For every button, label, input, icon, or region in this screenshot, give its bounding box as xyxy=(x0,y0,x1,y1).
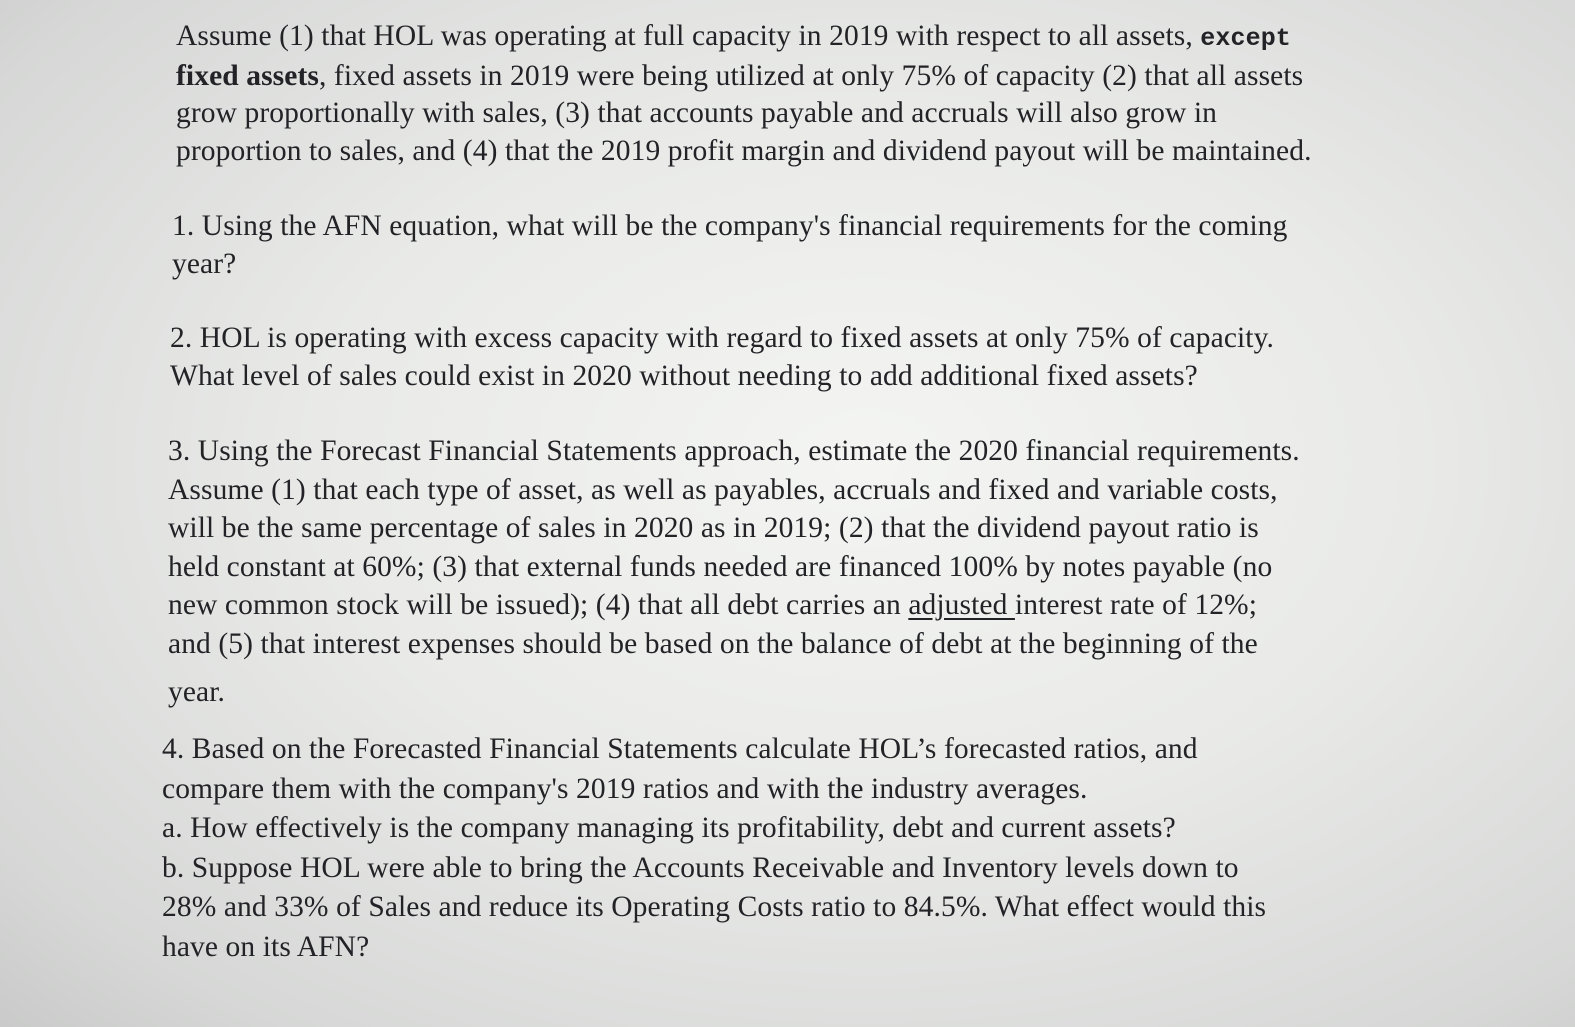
intro-line-1: Assume (1) that HOL was operating at full capacity in 2019 with respect to all assets, except xyxy=(176,20,1291,53)
question-4a: a. How effectively is the company managing its profitability, debt and current assets? xyxy=(162,812,1176,844)
intro-line-2: fixed assets, fixed assets in 2019 were being utilized at only 75% of capacity (2) that all assets xyxy=(176,59,1304,92)
intro-paragraph xyxy=(176,18,1312,170)
question-3-line-3: will be the same percentage of sales in 2020 as in 2019; (2) that the dividend payout ratio is xyxy=(168,512,1259,544)
question-1 xyxy=(172,208,1288,283)
intro-line-4: proportion to sales, and (4) that the 2019 profit margin and dividend payout will be maintained. xyxy=(176,134,1312,167)
question-4b-line-2: 28% and 33% of Sales and reduce its Operating Costs ratio to 84.5%. What effect would this xyxy=(162,891,1267,923)
question-1-line-1: 1. Using the AFN equation, what will be the company's financial requirements for the coming xyxy=(172,210,1288,242)
question-3-line-5: new common stock will be issued); (4) that all debt carries an adjusted interest rate of 12%; xyxy=(168,589,1258,621)
underlined-adjusted: adjusted xyxy=(908,589,1015,621)
question-3-line-1: 3. Using the Forecast Financial Statements approach, estimate the 2020 financial requirements. xyxy=(168,435,1300,467)
question-4-line-2: compare them with the company's 2019 ratios and with the industry averages. xyxy=(162,772,1088,805)
question-2-line-2: What level of sales could exist in 2020 without needing to add additional fixed assets? xyxy=(170,359,1198,392)
question-4b-line-3: have on its AFN? xyxy=(162,930,370,963)
question-3-line-2: Assume (1) that each type of asset, as well as payables, accruals and fixed and variable costs, xyxy=(168,473,1278,506)
question-4-line-1: 4. Based on the Forecasted Financial Statements calculate HOL’s forecasted ratios, and xyxy=(162,733,1198,765)
emphasis-except: except xyxy=(1200,24,1291,53)
question-1-line-2: year? xyxy=(172,247,237,280)
question-4b-line-1: b. Suppose HOL were able to bring the Accounts Receivable and Inventory levels down to xyxy=(162,851,1239,884)
question-2 xyxy=(170,320,1274,395)
question-4 xyxy=(162,730,1266,967)
question-3-line-4: held constant at 60%; (3) that external funds needed are financed 100% by notes payable (no xyxy=(168,550,1273,583)
question-2-line-1: 2. HOL is operating with excess capacity with regard to fixed assets at only 75% of capacity. xyxy=(170,322,1275,354)
question-3-line-6: and (5) that interest expenses should be based on the balance of debt at the beginning of the xyxy=(168,627,1258,660)
question-3-line-7: year. xyxy=(168,676,226,708)
question-3 xyxy=(168,432,1300,712)
emphasis-fixed-assets: fixed assets xyxy=(176,59,319,92)
intro-line-3: grow proportionally with sales, (3) that accounts payable and accruals will also grow in xyxy=(176,97,1218,129)
